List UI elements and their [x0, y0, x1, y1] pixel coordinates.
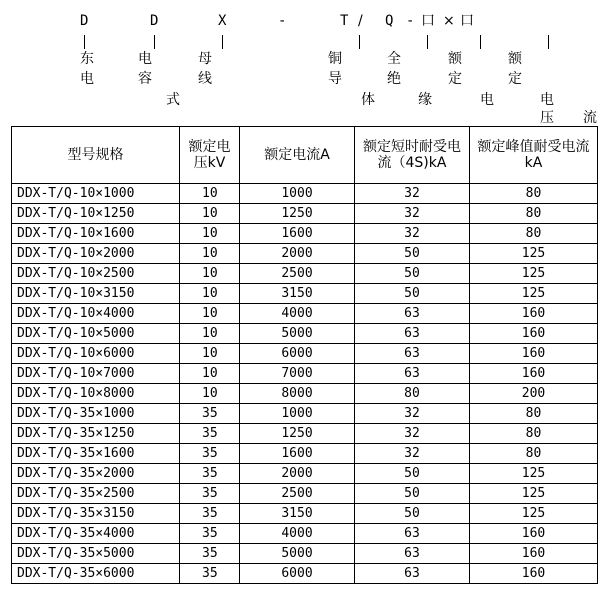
cell-model: DDX-T/Q-10×1600	[12, 224, 180, 244]
header-model: 型号规格	[12, 127, 180, 184]
cell-peak-current: 125	[470, 484, 598, 504]
cell-rated-current: 2500	[240, 264, 355, 284]
cell-rated-voltage: 35	[180, 424, 240, 444]
cell-peak-current: 160	[470, 344, 598, 364]
cell-rated-current: 1600	[240, 224, 355, 244]
cell-short-time-current: 63	[355, 344, 470, 364]
cell-model: DDX-T/Q-10×6000	[12, 344, 180, 364]
cell-rated-voltage: 10	[180, 264, 240, 284]
cell-short-time-current: 32	[355, 424, 470, 444]
cell-rated-current: 2000	[240, 464, 355, 484]
cell-peak-current: 160	[470, 524, 598, 544]
cell-short-time-current: 32	[355, 224, 470, 244]
header-rated-voltage: 额定电压kV	[180, 127, 240, 184]
leader-line-x	[222, 35, 223, 49]
legend-d2-char: 容	[138, 71, 152, 87]
legend-t-char: 导	[328, 71, 342, 87]
cell-rated-voltage: 35	[180, 444, 240, 464]
cell-peak-current: 160	[470, 364, 598, 384]
cell-model: DDX-T/Q-35×4000	[12, 524, 180, 544]
table-row	[12, 544, 598, 564]
cell-rated-current: 8000	[240, 384, 355, 404]
code-box-voltage: 口	[421, 13, 435, 29]
cell-rated-voltage: 10	[180, 204, 240, 224]
cell-model: DDX-T/Q-35×1250	[12, 424, 180, 444]
code-letter-x: X	[218, 13, 227, 29]
spec-table	[11, 126, 598, 584]
cell-short-time-current: 50	[355, 244, 470, 264]
cell-short-time-current: 32	[355, 184, 470, 204]
table-row	[12, 504, 598, 524]
cell-rated-current: 4000	[240, 304, 355, 324]
cell-model: DDX-T/Q-10×1000	[12, 184, 180, 204]
cell-peak-current: 200	[470, 384, 598, 404]
cell-rated-voltage: 10	[180, 284, 240, 304]
cell-short-time-current: 50	[355, 484, 470, 504]
cell-peak-current: 125	[470, 464, 598, 484]
cell-peak-current: 160	[470, 544, 598, 564]
cell-rated-voltage: 35	[180, 544, 240, 564]
code-letter-t: T	[340, 13, 349, 29]
legend-box2-char: 额	[508, 51, 522, 67]
legend-x-char: 线	[198, 71, 212, 87]
table-row	[12, 364, 598, 384]
cell-model: DDX-T/Q-10×4000	[12, 304, 180, 324]
cell-model: DDX-T/Q-35×3150	[12, 504, 180, 524]
cell-rated-current: 3150	[240, 504, 355, 524]
table-row	[12, 284, 598, 304]
cell-short-time-current: 50	[355, 504, 470, 524]
table-body	[12, 184, 598, 584]
cell-rated-voltage: 10	[180, 244, 240, 264]
cell-rated-voltage: 10	[180, 304, 240, 324]
legend-box2-char: 定	[508, 71, 522, 87]
table-row	[12, 384, 598, 404]
cell-short-time-current: 63	[355, 324, 470, 344]
cell-peak-current: 125	[470, 264, 598, 284]
cell-rated-current: 6000	[240, 564, 355, 584]
cell-peak-current: 80	[470, 424, 598, 444]
cell-short-time-current: 63	[355, 544, 470, 564]
table-row	[12, 324, 598, 344]
legend-t-char: 体	[361, 92, 375, 108]
cell-rated-voltage: 35	[180, 504, 240, 524]
cell-model: DDX-T/Q-10×1250	[12, 204, 180, 224]
cell-rated-voltage: 35	[180, 524, 240, 544]
legend-t-char: 铜	[328, 51, 342, 67]
legend-box1-char: 额	[448, 51, 462, 67]
cell-rated-current: 1600	[240, 444, 355, 464]
model-code-diagram	[0, 0, 607, 125]
leader-line-d2	[154, 35, 155, 49]
cell-short-time-current: 63	[355, 564, 470, 584]
cell-short-time-current: 50	[355, 284, 470, 304]
cell-rated-current: 5000	[240, 324, 355, 344]
cell-peak-current: 160	[470, 564, 598, 584]
legend-d1-char: 东	[80, 51, 94, 67]
table-row	[12, 264, 598, 284]
cell-model: DDX-T/Q-10×8000	[12, 384, 180, 404]
cell-model: DDX-T/Q-35×5000	[12, 544, 180, 564]
code-box-current: 口	[460, 13, 474, 29]
cell-model: DDX-T/Q-35×1000	[12, 404, 180, 424]
leader-line-box2	[548, 35, 549, 49]
legend-box1-char: 电	[480, 92, 494, 108]
cell-rated-voltage: 35	[180, 464, 240, 484]
cell-rated-current: 2000	[240, 244, 355, 264]
code-letter-d2: D	[150, 13, 159, 29]
cell-rated-current: 1000	[240, 404, 355, 424]
cell-rated-current: 5000	[240, 544, 355, 564]
table-row	[12, 304, 598, 324]
cell-rated-voltage: 10	[180, 224, 240, 244]
cell-short-time-current: 50	[355, 464, 470, 484]
cell-short-time-current: 50	[355, 264, 470, 284]
cell-peak-current: 80	[470, 444, 598, 464]
legend-q-char: 全	[387, 51, 401, 67]
cell-rated-current: 2500	[240, 484, 355, 504]
legend-box1-char: 压	[540, 110, 554, 126]
leader-line-q	[427, 35, 428, 49]
cell-short-time-current: 80	[355, 384, 470, 404]
table-row	[12, 224, 598, 244]
cell-rated-current: 7000	[240, 364, 355, 384]
cell-rated-current: 6000	[240, 344, 355, 364]
legend-box1-char: 定	[448, 71, 462, 87]
cell-short-time-current: 32	[355, 204, 470, 224]
table-row	[12, 204, 598, 224]
cell-peak-current: 125	[470, 504, 598, 524]
cell-model: DDX-T/Q-35×2000	[12, 464, 180, 484]
table-row	[12, 424, 598, 444]
cell-model: DDX-T/Q-35×6000	[12, 564, 180, 584]
code-dash-1: -	[278, 13, 287, 29]
table-row	[12, 404, 598, 424]
cell-rated-current: 1250	[240, 424, 355, 444]
header-short-time: 额定短时耐受电流（4S)kA	[355, 127, 470, 184]
table-row	[12, 484, 598, 504]
cell-model: DDX-T/Q-10×5000	[12, 324, 180, 344]
code-letter-q: Q	[385, 13, 394, 29]
cell-peak-current: 125	[470, 244, 598, 264]
legend-q-char: 绝	[387, 71, 401, 87]
table-row	[12, 184, 598, 204]
table-row	[12, 444, 598, 464]
cell-model: DDX-T/Q-10×7000	[12, 364, 180, 384]
table-header-row	[12, 127, 598, 184]
legend-box2-char: 电	[540, 92, 554, 108]
legend-d1-char: 电	[80, 71, 94, 87]
cell-peak-current: 80	[470, 224, 598, 244]
cell-rated-voltage: 10	[180, 384, 240, 404]
cell-rated-current: 3150	[240, 284, 355, 304]
legend-q-char: 缘	[418, 92, 432, 108]
header-rated-current: 额定电流A	[240, 127, 355, 184]
cell-rated-current: 4000	[240, 524, 355, 544]
table-row	[12, 244, 598, 264]
cell-model: DDX-T/Q-10×2000	[12, 244, 180, 264]
cell-peak-current: 80	[470, 204, 598, 224]
legend-x-char: 式	[166, 92, 180, 108]
cell-short-time-current: 32	[355, 444, 470, 464]
cell-rated-voltage: 35	[180, 564, 240, 584]
code-dash-2: -	[406, 13, 415, 29]
header-peak: 额定峰值耐受电流kA	[470, 127, 598, 184]
cell-model: DDX-T/Q-10×2500	[12, 264, 180, 284]
code-times: ×	[443, 13, 455, 29]
cell-peak-current: 160	[470, 324, 598, 344]
cell-rated-voltage: 35	[180, 484, 240, 504]
cell-rated-voltage: 10	[180, 364, 240, 384]
cell-rated-current: 1250	[240, 204, 355, 224]
table-row	[12, 344, 598, 364]
legend-box2-char: 流	[583, 110, 597, 126]
leader-line-t	[359, 35, 360, 49]
cell-short-time-current: 63	[355, 524, 470, 544]
cell-peak-current: 125	[470, 284, 598, 304]
cell-short-time-current: 63	[355, 304, 470, 324]
code-letter-d1: D	[80, 13, 89, 29]
table-row	[12, 464, 598, 484]
cell-rated-voltage: 10	[180, 324, 240, 344]
cell-short-time-current: 63	[355, 364, 470, 384]
cell-model: DDX-T/Q-35×2500	[12, 484, 180, 504]
table-row	[12, 524, 598, 544]
cell-peak-current: 160	[470, 304, 598, 324]
code-slash: /	[358, 13, 363, 29]
leader-line-box1	[480, 35, 481, 49]
table-row	[12, 564, 598, 584]
legend-d2-char: 电	[138, 51, 152, 67]
cell-rated-voltage: 35	[180, 404, 240, 424]
leader-line-d1	[84, 35, 85, 49]
cell-short-time-current: 32	[355, 404, 470, 424]
cell-model: DDX-T/Q-35×1600	[12, 444, 180, 464]
legend-x-char: 母	[198, 51, 212, 67]
cell-model: DDX-T/Q-10×3150	[12, 284, 180, 304]
cell-peak-current: 80	[470, 184, 598, 204]
cell-rated-voltage: 10	[180, 184, 240, 204]
cell-peak-current: 80	[470, 404, 598, 424]
cell-rated-voltage: 10	[180, 344, 240, 364]
cell-rated-current: 1000	[240, 184, 355, 204]
